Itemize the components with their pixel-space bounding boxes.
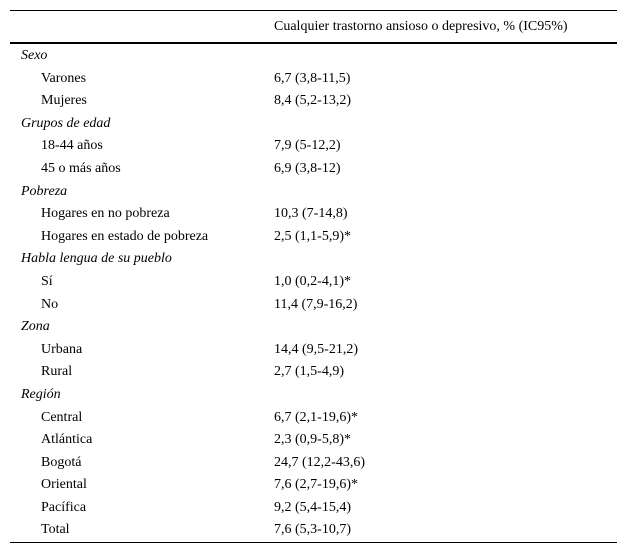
group-label: Zona bbox=[21, 319, 50, 335]
row-label: Urbana bbox=[41, 341, 83, 357]
table-body bbox=[10, 44, 617, 542]
group-label: Región bbox=[21, 386, 61, 402]
row-value: 24,7 (12,2-43,6) bbox=[274, 454, 365, 470]
table-row bbox=[10, 429, 617, 452]
results-table bbox=[10, 10, 617, 543]
group-header-row bbox=[10, 316, 617, 339]
table-row bbox=[10, 271, 617, 294]
row-label: Hogares en estado de pobreza bbox=[41, 228, 209, 244]
table-row bbox=[10, 68, 617, 91]
group-header-row bbox=[10, 384, 617, 407]
table-row bbox=[10, 474, 617, 497]
row-label: Total bbox=[41, 522, 70, 538]
bottom-rule bbox=[10, 542, 617, 543]
row-label: Sí bbox=[41, 273, 53, 289]
group-label: Pobreza bbox=[21, 183, 68, 199]
row-label: Bogotá bbox=[41, 454, 82, 470]
row-label: No bbox=[41, 296, 59, 312]
group-label: Sexo bbox=[21, 48, 48, 63]
table-row bbox=[10, 339, 617, 362]
table-row bbox=[10, 497, 617, 520]
table-row bbox=[10, 135, 617, 158]
row-value: 7,6 (2,7-19,6)* bbox=[274, 477, 358, 493]
group-header-row bbox=[10, 45, 617, 68]
group-header-row bbox=[10, 181, 617, 204]
row-value: 10,3 (7-14,8) bbox=[274, 206, 348, 222]
row-label: Atlántica bbox=[41, 432, 93, 448]
table-row bbox=[10, 407, 617, 430]
table-row bbox=[10, 203, 617, 226]
row-value: 6,7 (3,8-11,5) bbox=[274, 70, 351, 86]
table-row bbox=[10, 226, 617, 249]
row-value: 8,4 (5,2-13,2) bbox=[274, 93, 351, 109]
table-row bbox=[10, 519, 617, 542]
row-label: Pacífica bbox=[41, 499, 87, 515]
header-cell-percentage: Cualquier trastorno ansioso o depresivo, % (IC95%) bbox=[274, 19, 568, 34]
group-label: Grupos de edad bbox=[21, 115, 111, 131]
row-value: 9,2 (5,4-15,4) bbox=[274, 499, 351, 515]
table-row bbox=[10, 294, 617, 317]
row-value: 1,0 (0,2-4,1)* bbox=[274, 273, 351, 289]
row-label: Rural bbox=[41, 364, 73, 380]
row-label: Oriental bbox=[41, 477, 87, 493]
row-label: Hogares en no pobreza bbox=[41, 206, 170, 222]
row-value: 2,5 (1,1-5,9)* bbox=[274, 228, 351, 244]
row-value: 7,6 (5,3-10,7) bbox=[274, 522, 351, 538]
group-header-row bbox=[10, 113, 617, 136]
row-value: 2,3 (0,9-5,8)* bbox=[274, 432, 351, 448]
row-label: Mujeres bbox=[41, 93, 87, 109]
group-label: Habla lengua de su pueblo bbox=[21, 251, 172, 267]
table-row bbox=[10, 452, 617, 475]
table-header-row bbox=[10, 11, 617, 42]
row-label: Varones bbox=[41, 70, 87, 86]
row-value: 14,4 (9,5-21,2) bbox=[274, 341, 358, 357]
table-row bbox=[10, 361, 617, 384]
row-label: 18-44 años bbox=[41, 138, 103, 154]
table-row bbox=[10, 158, 617, 181]
group-header-row bbox=[10, 248, 617, 271]
row-value: 11,4 (7,9-16,2) bbox=[274, 296, 358, 312]
row-label: Central bbox=[41, 409, 83, 425]
row-value: 2,7 (1,5-4,9) bbox=[274, 364, 344, 380]
table-row bbox=[10, 90, 617, 113]
row-label: 45 o más años bbox=[41, 160, 121, 176]
row-value: 6,7 (2,1-19,6)* bbox=[274, 409, 358, 425]
row-value: 7,9 (5-12,2) bbox=[274, 138, 341, 154]
row-value: 6,9 (3,8-12) bbox=[274, 160, 341, 176]
